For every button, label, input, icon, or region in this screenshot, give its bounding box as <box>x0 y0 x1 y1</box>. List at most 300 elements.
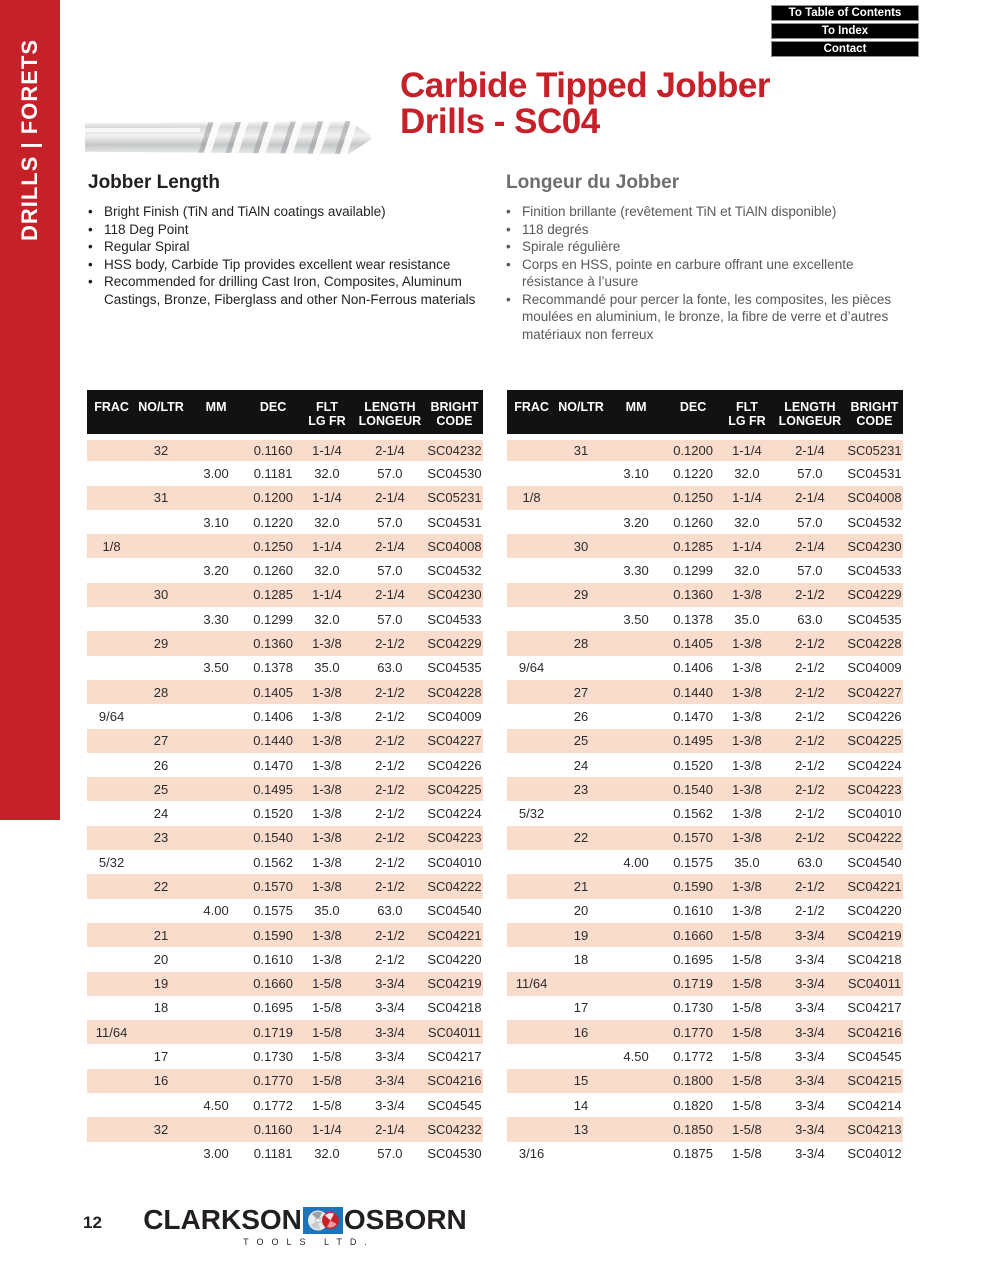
cell-dec: 0.1730 <box>673 1000 713 1016</box>
cell-flt: 32.0 <box>314 1146 340 1162</box>
cell-code: SC04229 <box>847 587 902 603</box>
cell-code: SC04011 <box>847 976 902 992</box>
cell-no-ltr <box>556 1044 606 1068</box>
cell-length: 63.0 <box>797 611 823 627</box>
cell-frac <box>507 1044 556 1068</box>
cell-mm: 3.00 <box>203 1146 229 1162</box>
cell-frac <box>87 923 136 947</box>
column-header-dec: DEC <box>666 390 720 437</box>
cell-no-ltr: 24 <box>153 806 169 822</box>
cell-flt: 1-1/4 <box>312 587 342 603</box>
cell-frac <box>507 1093 556 1117</box>
clarkson-osborn-logo-icon <box>303 1207 343 1234</box>
cell-mm: 4.50 <box>623 1049 649 1065</box>
brand-line <box>140 1204 470 1236</box>
cell-code: SC04221 <box>427 927 482 943</box>
cell-length: 3-3/4 <box>375 1097 405 1113</box>
cell-dec: 0.1590 <box>673 878 713 894</box>
cell-no-ltr: 25 <box>153 781 169 797</box>
table-row <box>507 899 903 923</box>
brand-subtitle: TOOLS LTD. <box>243 1237 375 1247</box>
cell-frac <box>507 753 556 777</box>
table-row <box>87 486 483 510</box>
cell-code: SC04224 <box>847 757 902 773</box>
cell-dec: 0.1695 <box>253 1000 293 1016</box>
bullet-item <box>88 221 480 239</box>
cell-frac <box>507 826 556 850</box>
cell-dec: 0.1800 <box>673 1073 713 1089</box>
english-heading: Jobber Length <box>88 172 220 193</box>
cell-code: SC04012 <box>847 1146 902 1162</box>
cell-no-ltr: 30 <box>573 538 589 554</box>
bullet-text: Finition brillante (revêtement TiN et TiAlN disponible) <box>522 204 837 219</box>
table-row <box>87 826 483 850</box>
cell-frac <box>507 704 556 728</box>
cell-mm <box>606 583 666 607</box>
cell-dec: 0.1200 <box>673 443 713 459</box>
cell-flt: 1-1/4 <box>732 538 762 554</box>
cell-dec: 0.1562 <box>673 806 713 822</box>
brand-word-osborn: OSBORN <box>343 1204 467 1235</box>
cell-frac: 5/32 <box>518 806 545 822</box>
cell-frac <box>507 631 556 655</box>
cell-flt: 1-3/8 <box>732 757 762 773</box>
cell-flt: 1-3/8 <box>732 660 762 676</box>
cell-dec: 0.1719 <box>673 976 713 992</box>
cell-code: SC04533 <box>427 611 482 627</box>
cell-code: SC04531 <box>847 465 902 481</box>
table-row <box>507 923 903 947</box>
cell-code: SC04532 <box>847 514 902 530</box>
cell-code: SC04531 <box>427 514 482 530</box>
cell-no-ltr <box>136 1142 186 1166</box>
table-row <box>87 704 483 728</box>
table-row <box>507 996 903 1020</box>
cell-mm <box>186 850 246 874</box>
cell-frac <box>507 558 556 582</box>
cell-code: SC04009 <box>427 708 482 724</box>
cell-flt: 1-1/4 <box>732 490 762 506</box>
cell-frac <box>507 996 556 1020</box>
cell-dec: 0.1160 <box>253 1121 293 1137</box>
table-row <box>507 510 903 534</box>
english-bullet-list <box>88 203 480 308</box>
table-row <box>87 777 483 801</box>
table-row <box>507 1093 903 1117</box>
cell-mm <box>606 947 666 971</box>
cell-no-ltr <box>136 704 186 728</box>
cell-mm <box>186 1069 246 1093</box>
drill-table-right <box>507 390 903 1166</box>
cell-dec: 0.1850 <box>673 1121 713 1137</box>
bullet-dot: • <box>506 256 511 272</box>
cell-flt: 1-1/4 <box>312 490 342 506</box>
bullet-dot: • <box>88 239 93 254</box>
cell-frac: 9/64 <box>518 660 545 676</box>
cell-mm: 3.10 <box>623 465 649 481</box>
cell-no-ltr: 20 <box>573 903 589 919</box>
cell-length: 3-3/4 <box>795 951 825 967</box>
cell-dec: 0.1181 <box>253 1146 293 1162</box>
cell-no-ltr <box>556 510 606 534</box>
cell-no-ltr: 30 <box>153 587 169 603</box>
nav-button-index[interactable]: To Index <box>771 23 919 39</box>
cell-dec: 0.1575 <box>253 903 293 919</box>
cell-length: 2-1/4 <box>795 538 825 554</box>
cell-code: SC04223 <box>427 830 482 846</box>
cell-flt: 1-3/8 <box>732 733 762 749</box>
bullet-text: Recommandé pour percer la fonte, les composites, les pièces moulées en aluminium, le bronze, la fibre de verre et d’autres matériaux non ferreux <box>522 291 892 342</box>
cell-frac <box>507 607 556 631</box>
cell-flt: 1-3/8 <box>732 781 762 797</box>
column-header-mm: MM <box>606 390 666 437</box>
cell-length: 2-1/2 <box>795 806 825 822</box>
table-row <box>87 1044 483 1068</box>
bullet-item <box>88 273 480 308</box>
cell-length: 57.0 <box>377 611 403 627</box>
cell-mm <box>186 874 246 898</box>
cell-flt: 1-3/8 <box>312 757 342 773</box>
cell-code: SC04218 <box>427 1000 482 1016</box>
cell-no-ltr <box>556 972 606 996</box>
cell-frac <box>87 1093 136 1117</box>
cell-no-ltr: 23 <box>573 781 589 797</box>
cell-mm <box>606 1069 666 1093</box>
cell-frac <box>507 729 556 753</box>
cell-no-ltr <box>556 1142 606 1166</box>
bullet-text: Bright Finish (TiN and TiAlN coatings available) <box>104 204 386 219</box>
cell-no-ltr: 15 <box>573 1073 589 1089</box>
cell-no-ltr: 29 <box>153 636 169 652</box>
cell-flt: 1-5/8 <box>312 1097 342 1113</box>
cell-dec: 0.1406 <box>253 708 293 724</box>
cell-frac <box>87 486 136 510</box>
cell-frac <box>87 1069 136 1093</box>
cell-code: SC04530 <box>427 1146 482 1162</box>
cell-dec: 0.1250 <box>253 538 293 554</box>
table-row <box>87 607 483 631</box>
cell-length: 2-1/2 <box>795 708 825 724</box>
cell-length: 2-1/2 <box>375 781 405 797</box>
cell-mm <box>606 631 666 655</box>
cell-dec: 0.1405 <box>673 636 713 652</box>
cell-length: 3-3/4 <box>795 1073 825 1089</box>
bullet-item <box>506 291 906 344</box>
cell-flt: 35.0 <box>314 903 340 919</box>
cell-length: 3-3/4 <box>795 927 825 943</box>
bullet-dot: • <box>506 221 511 237</box>
bullet-item <box>88 203 480 221</box>
cell-flt: 1-5/8 <box>732 1073 762 1089</box>
cell-mm <box>606 972 666 996</box>
cell-dec: 0.1772 <box>673 1049 713 1065</box>
cell-dec: 0.1610 <box>253 951 293 967</box>
cell-no-ltr: 16 <box>153 1073 169 1089</box>
cell-length: 63.0 <box>377 660 403 676</box>
cell-frac <box>87 777 136 801</box>
cell-no-ltr: 27 <box>153 733 169 749</box>
nav-button-table-of-contents[interactable]: To Table of Contents <box>771 5 919 21</box>
cell-dec: 0.1660 <box>253 976 293 992</box>
cell-dec: 0.1220 <box>673 465 713 481</box>
table-row <box>507 583 903 607</box>
cell-no-ltr: 32 <box>153 443 169 459</box>
cell-code: SC04540 <box>427 903 482 919</box>
cell-mm <box>186 437 246 461</box>
cell-mm <box>606 656 666 680</box>
cell-code: SC04224 <box>427 806 482 822</box>
cell-code: SC04229 <box>427 636 482 652</box>
cell-mm: 3.10 <box>203 514 229 530</box>
cell-length: 2-1/2 <box>375 636 405 652</box>
table-row <box>87 656 483 680</box>
cell-dec: 0.1470 <box>673 708 713 724</box>
cell-no-ltr <box>136 656 186 680</box>
french-heading: Longeur du Jobber <box>506 172 680 193</box>
cell-frac: 9/64 <box>98 708 125 724</box>
cell-length: 3-3/4 <box>375 1073 405 1089</box>
nav-button-contact[interactable]: Contact <box>771 41 919 57</box>
cell-length: 57.0 <box>797 465 823 481</box>
cell-mm <box>606 874 666 898</box>
table-header-row <box>507 390 903 437</box>
cell-dec: 0.1440 <box>253 733 293 749</box>
cell-code: SC04225 <box>427 781 482 797</box>
cell-no-ltr <box>136 1020 186 1044</box>
cell-code: SC04545 <box>427 1097 482 1113</box>
cell-frac <box>87 583 136 607</box>
table-row <box>507 437 903 461</box>
bullet-dot: • <box>506 239 511 254</box>
cell-frac: 11/64 <box>515 976 548 992</box>
cell-code: SC04226 <box>847 708 902 724</box>
cell-code: SC04227 <box>427 733 482 749</box>
cell-frac <box>87 801 136 825</box>
cell-code: SC04221 <box>847 878 902 894</box>
cell-flt: 1-3/8 <box>732 830 762 846</box>
cell-no-ltr <box>136 558 186 582</box>
cell-length: 2-1/2 <box>795 660 825 676</box>
table-row <box>507 631 903 655</box>
cell-no-ltr: 22 <box>573 830 589 846</box>
cell-length: 2-1/2 <box>375 757 405 773</box>
cell-code: SC04222 <box>847 830 902 846</box>
bullet-text: Recommended for drilling Cast Iron, Composites, Aluminum Castings, Bronze, Fiberglass and other Non-Ferrous materials <box>104 274 476 307</box>
table-row <box>87 1069 483 1093</box>
cell-dec: 0.1181 <box>253 465 293 481</box>
cell-mm <box>186 583 246 607</box>
cell-code: SC04215 <box>847 1073 902 1089</box>
column-header-flt: FLT LG FR <box>720 390 774 437</box>
table-row <box>87 534 483 558</box>
brand-logo-block <box>140 1204 470 1247</box>
cell-no-ltr: 31 <box>573 443 589 459</box>
cell-length: 2-1/2 <box>795 781 825 797</box>
cell-dec: 0.1540 <box>253 830 293 846</box>
cell-code: SC04219 <box>847 927 902 943</box>
cell-no-ltr: 16 <box>573 1024 589 1040</box>
cell-flt: 1-5/8 <box>312 1024 342 1040</box>
cell-flt: 1-3/8 <box>312 708 342 724</box>
cell-length: 3-3/4 <box>795 976 825 992</box>
cell-code: SC04228 <box>847 636 902 652</box>
table-row <box>87 461 483 485</box>
cell-dec: 0.1562 <box>253 854 293 870</box>
cell-flt: 1-5/8 <box>732 1097 762 1113</box>
cell-frac <box>87 899 136 923</box>
cell-no-ltr: 28 <box>153 684 169 700</box>
cell-length: 3-3/4 <box>795 1024 825 1040</box>
cell-no-ltr: 13 <box>573 1121 589 1137</box>
cell-no-ltr: 27 <box>573 684 589 700</box>
cell-flt: 32.0 <box>314 563 340 579</box>
table-row <box>507 534 903 558</box>
cell-dec: 0.1590 <box>253 927 293 943</box>
table-row <box>507 1020 903 1044</box>
cell-dec: 0.1495 <box>253 781 293 797</box>
cell-flt: 35.0 <box>314 660 340 676</box>
cell-dec: 0.1285 <box>673 538 713 554</box>
cell-frac <box>507 874 556 898</box>
table-row <box>507 680 903 704</box>
cell-mm <box>606 1117 666 1141</box>
cell-code: SC04545 <box>847 1049 902 1065</box>
table-row <box>87 437 483 461</box>
cell-flt: 1-3/8 <box>312 636 342 652</box>
bullet-item <box>506 203 906 221</box>
cell-length: 2-1/2 <box>375 708 405 724</box>
drill-bit-body <box>85 121 372 154</box>
cell-dec: 0.1875 <box>673 1146 713 1162</box>
cell-length: 2-1/2 <box>375 806 405 822</box>
cell-code: SC04535 <box>847 611 902 627</box>
cell-mm: 3.30 <box>623 563 649 579</box>
cell-code: SC04540 <box>847 854 902 870</box>
cell-mm <box>606 923 666 947</box>
cell-frac <box>507 534 556 558</box>
cell-no-ltr: 21 <box>573 878 589 894</box>
table-row <box>507 1117 903 1141</box>
cell-frac <box>87 1117 136 1141</box>
cell-dec: 0.1440 <box>673 684 713 700</box>
cell-no-ltr: 23 <box>153 830 169 846</box>
cell-dec: 0.1772 <box>253 1097 293 1113</box>
cell-flt: 1-3/8 <box>312 878 342 894</box>
cell-code: SC04217 <box>427 1049 482 1065</box>
cell-code: SC04218 <box>847 951 902 967</box>
bullet-dot: • <box>88 204 93 219</box>
cell-frac <box>87 656 136 680</box>
cell-dec: 0.1200 <box>253 490 293 506</box>
cell-flt: 35.0 <box>734 611 760 627</box>
cell-dec: 0.1660 <box>673 927 713 943</box>
column-header-dec: DEC <box>246 390 300 437</box>
cell-no-ltr: 17 <box>153 1049 169 1065</box>
cell-frac: 1/8 <box>522 490 541 506</box>
drill-bit-photo <box>85 108 372 164</box>
bullet-text: 118 Deg Point <box>104 221 189 237</box>
cell-no-ltr: 24 <box>573 757 589 773</box>
drill-table-left <box>87 390 483 1166</box>
cell-dec: 0.1260 <box>253 563 293 579</box>
cell-dec: 0.1378 <box>253 660 293 676</box>
cell-mm <box>606 437 666 461</box>
cell-length: 2-1/2 <box>375 854 405 870</box>
cell-mm <box>186 923 246 947</box>
cell-code: SC04010 <box>427 854 482 870</box>
cell-dec: 0.1719 <box>253 1024 293 1040</box>
cell-flt: 1-3/8 <box>732 878 762 894</box>
cell-no-ltr <box>556 461 606 485</box>
cell-flt: 1-3/8 <box>732 708 762 724</box>
cell-mm <box>606 534 666 558</box>
cell-flt: 1-5/8 <box>732 1146 762 1162</box>
cell-mm <box>186 972 246 996</box>
column-header-mm: MM <box>186 390 246 437</box>
table-row <box>87 972 483 996</box>
cell-mm <box>186 631 246 655</box>
cell-mm <box>186 777 246 801</box>
cell-length: 2-1/2 <box>795 757 825 773</box>
cell-length: 2-1/4 <box>375 1121 405 1137</box>
drill-bit-shine <box>85 128 200 132</box>
cell-flt: 1-3/8 <box>312 927 342 943</box>
cell-code: SC04216 <box>427 1073 482 1089</box>
table-row <box>87 923 483 947</box>
column-header-flt: FLT LG FR <box>300 390 354 437</box>
cell-code: SC04530 <box>427 465 482 481</box>
cell-length: 2-1/4 <box>375 443 405 459</box>
cell-code: SC05231 <box>427 490 482 506</box>
cell-code: SC04222 <box>427 878 482 894</box>
cell-no-ltr: 26 <box>573 708 589 724</box>
cell-length: 57.0 <box>797 563 823 579</box>
column-header-no-ltr: NO/LTR <box>136 390 186 437</box>
cell-mm <box>186 1020 246 1044</box>
cell-no-ltr <box>136 461 186 485</box>
cell-length: 3-3/4 <box>795 1000 825 1016</box>
table-row <box>87 1142 483 1166</box>
cell-mm <box>186 801 246 825</box>
cell-no-ltr <box>136 899 186 923</box>
cell-mm: 3.50 <box>203 660 229 676</box>
table-row <box>507 972 903 996</box>
table-row <box>507 461 903 485</box>
cell-dec: 0.1770 <box>253 1073 293 1089</box>
cell-dec: 0.1470 <box>253 757 293 773</box>
cell-mm <box>186 704 246 728</box>
cell-length: 57.0 <box>377 514 403 530</box>
cell-no-ltr <box>136 534 186 558</box>
cell-length: 3-3/4 <box>795 1049 825 1065</box>
cell-frac <box>87 631 136 655</box>
cell-flt: 1-3/8 <box>312 830 342 846</box>
table-row <box>507 1044 903 1068</box>
cell-mm: 3.20 <box>203 563 229 579</box>
cell-length: 63.0 <box>377 903 403 919</box>
cell-frac <box>507 1069 556 1093</box>
cell-mm <box>186 1117 246 1141</box>
cell-dec: 0.1220 <box>253 514 293 530</box>
cell-length: 2-1/2 <box>375 733 405 749</box>
cell-flt: 1-3/8 <box>732 636 762 652</box>
column-header-bright: BRIGHT CODE <box>846 390 903 437</box>
cell-code: SC04220 <box>847 903 902 919</box>
cell-no-ltr <box>556 801 606 825</box>
cell-mm <box>606 1020 666 1044</box>
cell-dec: 0.1250 <box>673 490 713 506</box>
cell-mm <box>606 899 666 923</box>
